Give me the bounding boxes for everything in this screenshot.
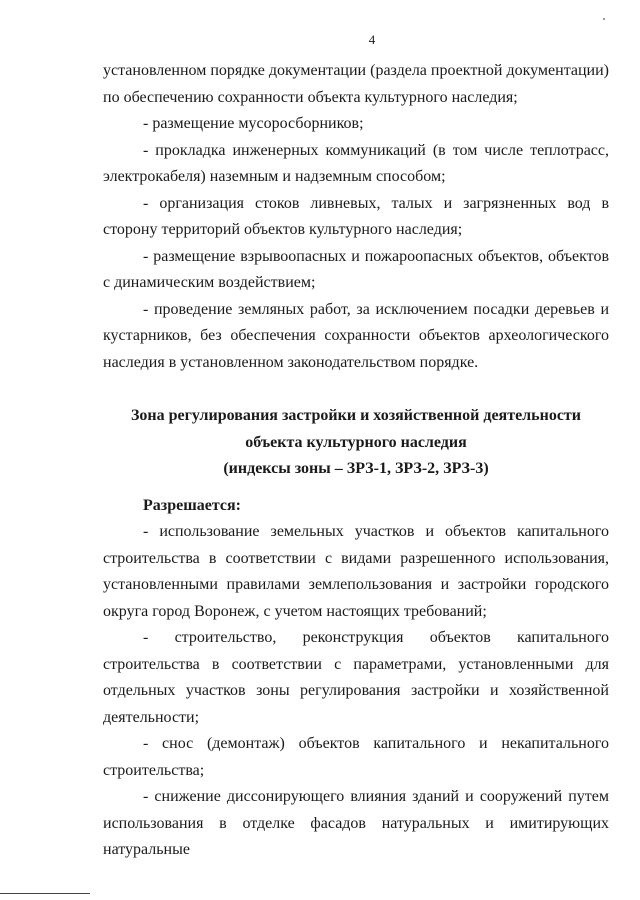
list-item: - размещение взрывоопасных и пожароопасных объектов, объектов с динамическим воздействием; — [103, 247, 609, 291]
list-item: - использование земельных участков и объектов капитального строительства в соответствии с видами разрешенного использования, установленными правилами землепользования и застройки городского округа город Воронеж, с учетом настоящих требований; — [103, 523, 609, 620]
list-item: - прокладка инженерных коммуникаций (в том числе теплотрасс, электрокабеля) наземным и надземным способом; — [103, 141, 609, 185]
section-heading — [103, 403, 609, 483]
heading-line-1: Зона регулирования застройки и хозяйственной деятельности — [130, 407, 582, 424]
scan-speck — [603, 18, 605, 20]
paragraph-continuation: установленном порядке документации (раздела проектной документации) по обеспечению сохранности объекта культурного наследия; — [103, 62, 610, 106]
heading-line-2: объекта культурного наследия — [245, 433, 467, 451]
list-item: - проведение земляных работ, за исключением посадки деревьев и кустарников, без обеспечения сохранности объектов археологического наследия в установленном законодательством порядке. — [103, 300, 609, 371]
page-number: 4 — [368, 32, 376, 47]
list-item: - организация стоков ливневых, талых и загрязненных вод в сторону территорий объектов культурного наследия; — [103, 194, 609, 238]
permitted-subheading: Разрешается: — [143, 496, 241, 514]
heading-line-3: (индексы зоны – ЗРЗ-1, ЗРЗ-2, ЗРЗ-3) — [223, 460, 489, 477]
list-item: - строительство, реконструкция объектов капитального строительства в соответствии с параметрами, установленными для отдельных участков зоны регулирования застройки и хозяйственной деятельности; — [103, 629, 609, 726]
list-item: - снижение диссонирующего влияния зданий и сооружений путем использования в отделке фасадов натуральных и имитирующих натуральные — [103, 788, 609, 858]
list-item: - снос (демонтаж) объектов капитального и некапитального строительства; — [103, 735, 609, 779]
footer-rule — [0, 893, 90, 894]
list-item: - размещение мусоросборников; — [143, 115, 364, 132]
document-body — [103, 58, 609, 864]
